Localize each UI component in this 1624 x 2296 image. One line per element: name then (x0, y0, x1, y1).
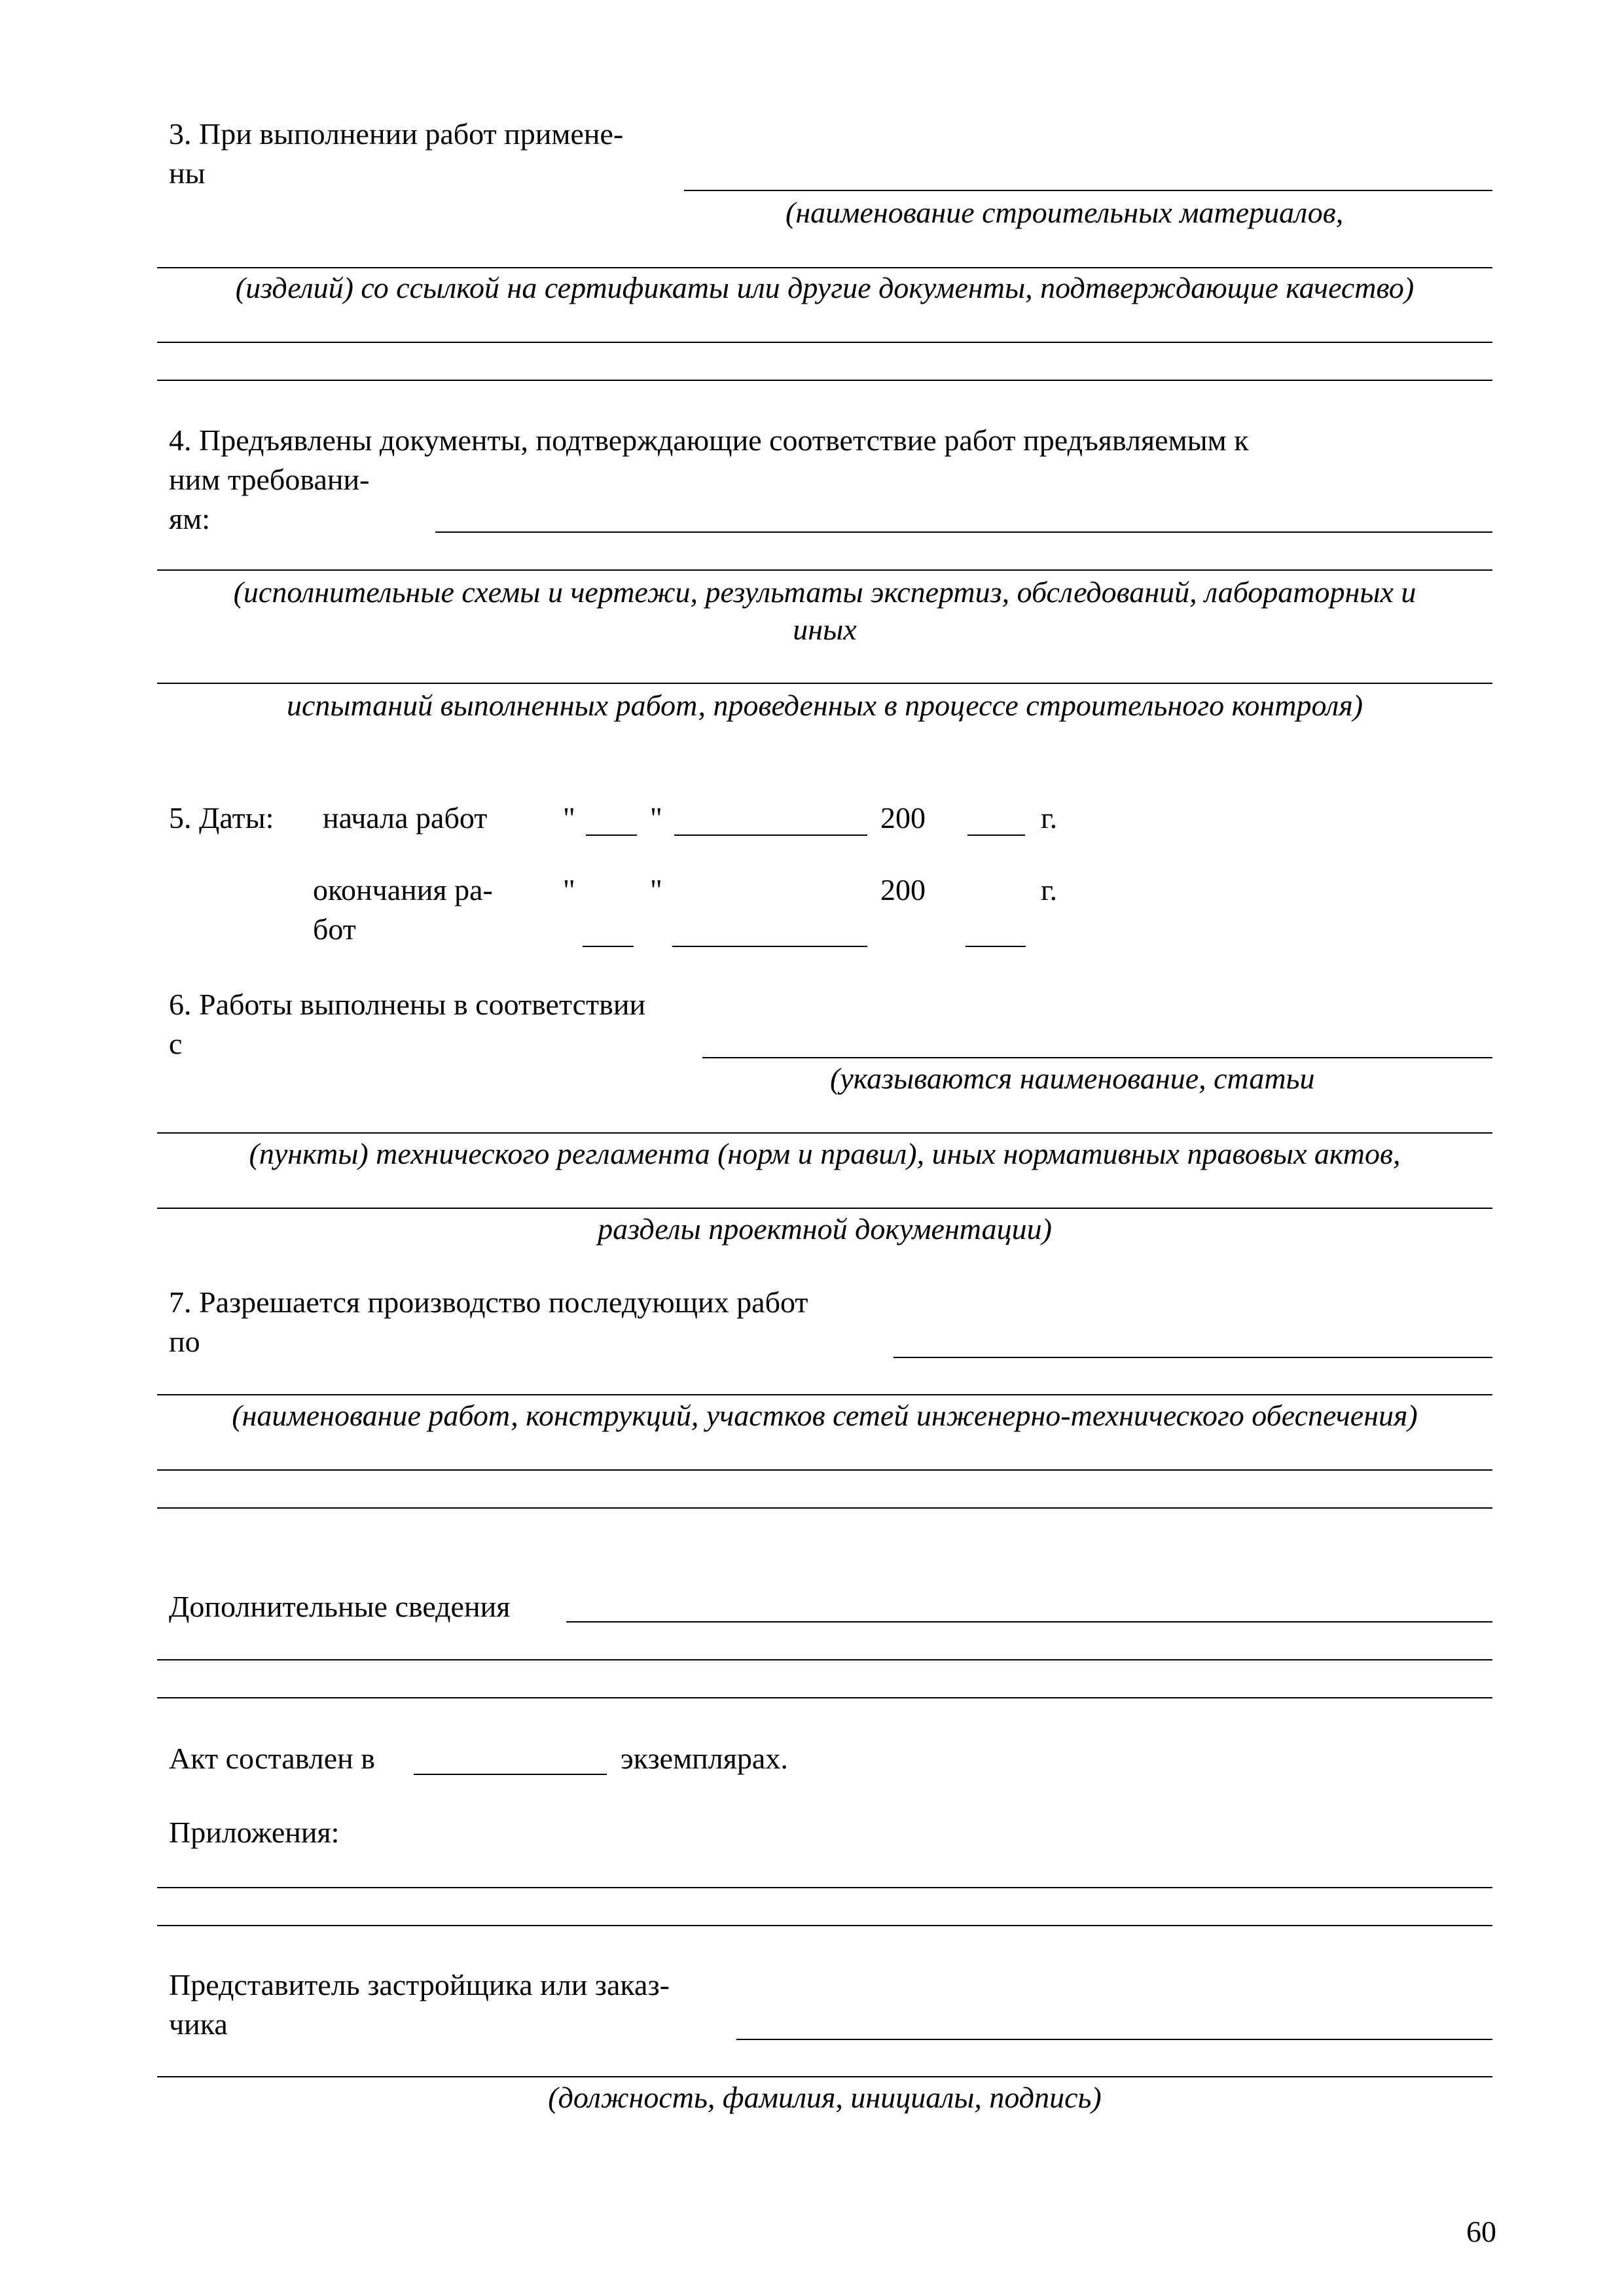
start-date-label: начала работ (323, 801, 488, 834)
additional-info-input-line-2[interactable] (157, 1659, 1492, 1660)
page-number: 60 (1466, 2215, 1496, 2248)
compliance-input-line[interactable] (702, 1057, 1492, 1058)
attachments-input-line-2[interactable] (157, 1925, 1492, 1926)
representative-input-line-2[interactable] (157, 2076, 1492, 2077)
documents-input-line-2[interactable] (157, 569, 1492, 571)
section6-label-line2: с (169, 1027, 183, 1060)
copies-count-input[interactable] (414, 1774, 607, 1775)
end-date-label-line2: бот (313, 912, 356, 946)
section6-hint-line2: (пункты) технического регламента (норм и правил), иных нормативных правовых актов, (249, 1137, 1401, 1170)
section7-label-line2: по (169, 1325, 200, 1358)
section4-label-line2: ним требовани- (169, 463, 370, 496)
end-year-suffix: г. (1041, 873, 1058, 906)
section7-hint-line1: (наименование работ, конструкций, участков сетей инженерно-технического обеспечения) (232, 1399, 1418, 1432)
start-year-prefix: 200 (880, 801, 926, 834)
end-quote-open: " (563, 873, 575, 906)
end-quote-close: " (650, 873, 662, 906)
representative-input-line[interactable] (736, 2039, 1492, 2040)
section4-hint-line1: (исполнительные схемы и чертежи, результаты экспертиз, обследований, лабораторных и (233, 575, 1416, 609)
section3-hint-line2: (изделий) со ссылкой на сертификаты или другие документы, подтверждающие качество) (235, 271, 1415, 304)
section3-label-line1: 3. При выполнении работ примене- (169, 117, 624, 151)
end-day-input[interactable] (583, 946, 634, 947)
start-year-suffix: г. (1041, 801, 1058, 834)
end-year-prefix: 200 (880, 873, 926, 906)
representative-label-line2: чика (169, 2007, 228, 2041)
start-year-input[interactable] (967, 834, 1025, 836)
section6-hint-line3: разделы проектной документации) (598, 1212, 1052, 1246)
section4-hint-line2: иных (793, 613, 857, 646)
documents-input-line-3[interactable] (157, 683, 1492, 684)
copies-label-after: экземплярах. (621, 1742, 788, 1775)
next-works-input-line-2[interactable] (157, 1394, 1492, 1395)
section4-label-line3: ям: (169, 502, 211, 535)
materials-input-line[interactable] (684, 190, 1492, 191)
next-works-input-line-4[interactable] (157, 1507, 1492, 1509)
additional-info-input-line[interactable] (566, 1621, 1492, 1623)
section6-label-line1: 6. Работы выполнены в соответствии (169, 988, 646, 1021)
next-works-input-line[interactable] (893, 1357, 1492, 1358)
compliance-input-line-3[interactable] (157, 1208, 1492, 1209)
documents-input-line[interactable] (435, 531, 1492, 533)
start-quote-close: " (650, 801, 662, 834)
section3-label-line2: ны (169, 156, 206, 190)
section6-hint-line1: (указываются наименование, статьи (830, 1062, 1315, 1095)
section5-label: 5. Даты: (169, 801, 274, 834)
section3-hint-line1: (наименование строительных материалов, (785, 196, 1344, 229)
start-day-input[interactable] (586, 834, 637, 836)
start-quote-open: " (563, 801, 575, 834)
section7-label-line1: 7. Разрешается производство последующих работ (169, 1285, 808, 1319)
attachments-label: Приложения: (169, 1816, 340, 1849)
section4-label-line1: 4. Предъявлены документы, подтверждающие соответствие работ предъявляемым к (169, 423, 1249, 457)
materials-input-line-3[interactable] (157, 342, 1492, 343)
compliance-input-line-2[interactable] (157, 1132, 1492, 1134)
start-month-input[interactable] (674, 834, 867, 836)
additional-info-input-line-3[interactable] (157, 1697, 1492, 1698)
end-year-input[interactable] (965, 946, 1026, 947)
end-month-input[interactable] (672, 946, 867, 947)
representative-label-line1: Представитель застройщика или заказ- (169, 1968, 670, 2001)
representative-hint: (должность, фамилия, инициалы, подпись) (548, 2081, 1102, 2114)
next-works-input-line-3[interactable] (157, 1469, 1492, 1471)
materials-input-line-4[interactable] (157, 380, 1492, 381)
additional-info-label: Дополнительные сведения (169, 1590, 511, 1623)
copies-label-before: Акт составлен в (169, 1742, 375, 1775)
end-date-label-line1: окончания ра- (313, 873, 493, 906)
section4-hint-line3: испытаний выполненных работ, проведенных в процессе строительного контроля) (286, 689, 1363, 722)
attachments-input-line[interactable] (157, 1887, 1492, 1888)
